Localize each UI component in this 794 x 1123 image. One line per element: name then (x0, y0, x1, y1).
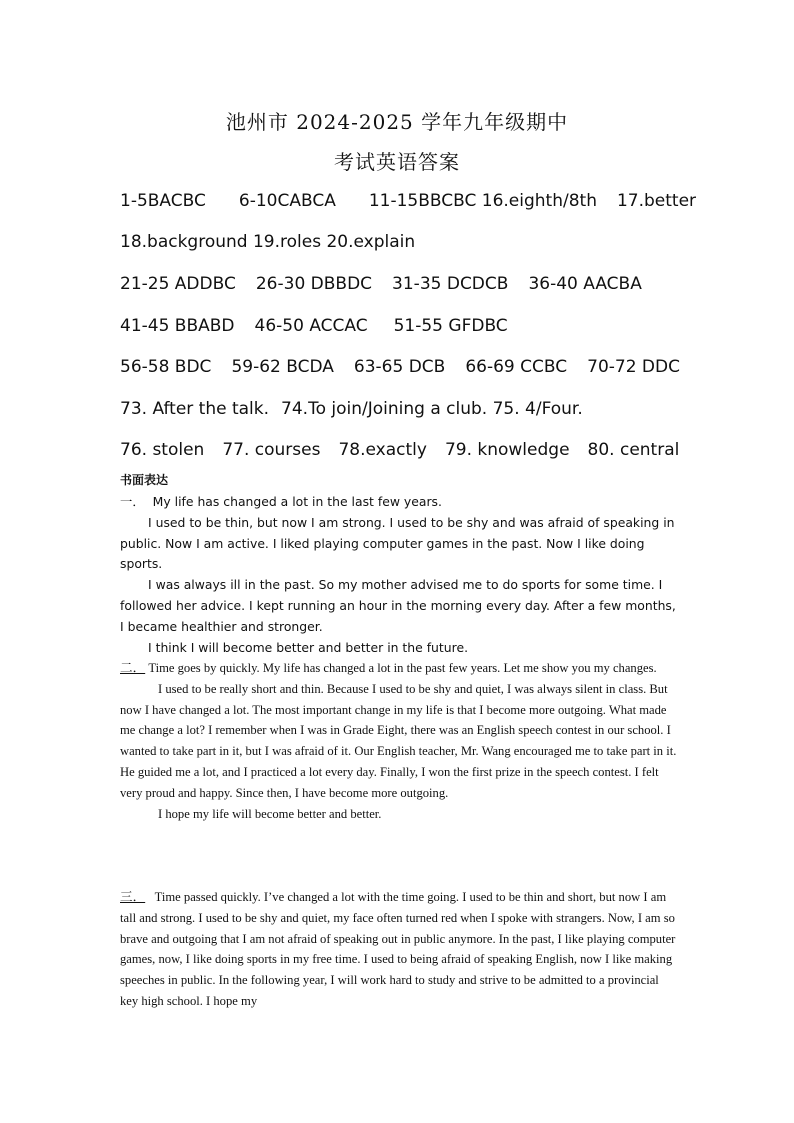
document-subtitle: 考试英语答案 (334, 150, 460, 174)
answer-row-2 (120, 231, 720, 253)
answer-group: 79. knowledge (444, 440, 570, 460)
answer-row-3 (120, 273, 720, 295)
answer-group: 1-5BACBC (120, 191, 206, 211)
essay-paragraph: I was always ill in the past. So my mother advised me to do sports for some time. I followed her advice. I kept running an hour in the morning every day. After a few months, I became healthier and stronger. (120, 577, 676, 634)
answer-group: 59-62 BCDA (231, 357, 334, 377)
essay-paragraph: I think I will become better and better in the future. (148, 639, 469, 655)
answer-group: 66-69 CCBC (465, 357, 568, 377)
essay-paragraph: I used to be thin, but now I am strong. I used to be shy and was afraid of speaking in public. Now I am active. I liked playing computer games in the past. Now I like doing sports. (120, 514, 675, 572)
essay-number: 二． (120, 661, 146, 675)
answer-group: 46-50 ACCAC (254, 316, 368, 336)
essay-1 (120, 492, 680, 658)
answer-group: 51-55 GFDBC (393, 316, 508, 336)
essay-paragraph: I hope my life will become better and better. (158, 806, 382, 821)
answer-group: 36-40 AACBA (528, 274, 642, 294)
answer-row-6 (120, 398, 720, 420)
answer-row-7 (120, 439, 720, 461)
writing-section-label: 书面表达 (120, 473, 169, 487)
answer-group: 41-45 BBABD (120, 316, 235, 336)
answer-group: 21-25 ADDBC (120, 274, 236, 294)
answer-group: 63-65 DCB (353, 357, 446, 377)
essay-number: 一． (120, 494, 145, 509)
answer-group: 77. courses (222, 440, 321, 460)
essay-2-intro (120, 658, 680, 679)
answer-row-5 (120, 356, 720, 378)
answer-group: 17.better (616, 191, 697, 211)
essay-2 (120, 658, 680, 824)
essay-3-body (120, 887, 680, 1012)
essay-1-heading (120, 492, 680, 513)
answer-group: 56-58 BDC (120, 357, 212, 377)
essay-3 (120, 887, 680, 1012)
essay-title: My life has changed a lot in the last few years. (152, 494, 442, 509)
essay-intro: Time goes by quickly. My life has changed a lot in the past few years. Let me show you my changes. (148, 661, 657, 675)
answer-group: 70-72 DDC (587, 357, 680, 377)
answer-group: 76. stolen (120, 440, 205, 460)
essay-paragraph: I used to be really short and thin. Because I used to be shy and quiet, I was always silent in class. But now I have changed a lot. The most important change in my life is that I become more outgoing. What made me change a lot? I remember when I was in Grade Eight, there was an English speech contest in our school. I wanted to take part in it, but I was afraid of it. Our English teacher, Mr. Wang encouraged me to take part in it. He guided me a lot, and I practiced a lot every day. Finally, I won the first prize in the speech contest. I felt very proud and happy. Since then, I have become more outgoing. (120, 681, 677, 800)
answer-group: 74.To join/Joining a club. 75. 4/Four. (281, 399, 583, 419)
essay-number: 三． (120, 890, 146, 904)
answer-group: 11-15BBCBC 16.eighth/8th (368, 191, 597, 211)
answer-group: 73. After the talk. (120, 399, 270, 419)
answer-group: 26-30 DBBDC (255, 274, 373, 294)
answer-group: 80. central (587, 440, 680, 460)
answer-group: 18.background 19.roles 20.explain (120, 232, 416, 252)
answer-group: 6-10CABCA (238, 191, 336, 211)
answer-group: 31-35 DCDCB (392, 274, 509, 294)
answer-group: 78.exactly (338, 440, 427, 460)
document-title: 池州市 2024-2025 学年九年级期中 (225, 110, 569, 134)
answer-row-1 (120, 190, 720, 212)
answer-row-4 (120, 315, 720, 337)
essay-paragraph: Time passed quickly. I’ve changed a lot with the time going. I used to be thin and short, but now I am tall and strong. I used to be shy and quiet, my face often turned red when I spoke with strangers. Now, I am so brave and outgoing that I am not afraid of speaking out in public anymore. In the past, I like playing computer games, now, I like doing sports in my free time. I used to being afraid of speaking English, now I like making speeches in public. In the following year, I will work hard to study and strive to be admitted to a provincial key high school. I hope my (120, 890, 676, 1008)
